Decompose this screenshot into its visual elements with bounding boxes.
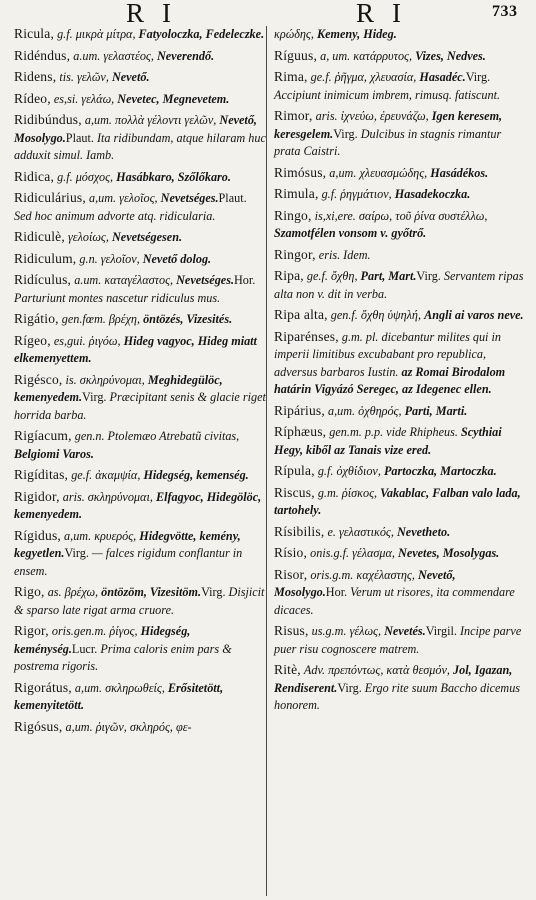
grammar-note: g.f. <box>317 464 337 478</box>
hungarian-gloss: öntözöm, Vizesitöm. <box>101 585 202 599</box>
hungarian-gloss: Elfagyoc, Hidegölöc, kemenyedem. <box>14 489 262 521</box>
running-head-right: RI <box>356 0 419 28</box>
greek-gloss: κατάρρυτος, <box>353 48 416 63</box>
grammar-note: gen.fœm. <box>61 312 109 326</box>
headword: Ridens, <box>14 69 57 84</box>
grammar-note: a,um. <box>89 191 120 205</box>
hungarian-gloss: Parti, Marti. <box>404 403 468 418</box>
grammar-note: a.um. <box>74 273 105 287</box>
greek-gloss: βρέχω, <box>64 585 102 599</box>
source-citation: Plaut. <box>65 130 97 145</box>
dictionary-entry <box>274 185 526 204</box>
latin-quotation: Idem. <box>343 247 371 262</box>
grammar-note: e. <box>327 524 339 539</box>
greek-gloss: γέλασμα, <box>352 546 399 560</box>
headword: Rigátio, <box>14 311 59 326</box>
greek-gloss: καταγέλαστος, <box>104 273 177 287</box>
grammar-note: a,um. <box>65 719 96 734</box>
dictionary-entry <box>274 661 526 715</box>
headword: Rípula, <box>274 463 315 478</box>
greek-gloss: ῥῆγμα, χλευασία, <box>334 70 420 84</box>
greek-gloss: γελῶν, <box>76 70 112 84</box>
hungarian-gloss: Belgiomi Varos. <box>14 446 94 461</box>
hungarian-gloss: Nevető, Mosolygo. <box>14 113 257 145</box>
grammar-note: g.m. pl. dicebantur milites qui in imperii limitibus excubabant pro republica, adversus barbaros Iustin. <box>274 329 501 379</box>
headword: Rígidus, <box>14 527 61 543</box>
dictionary-entry <box>274 622 526 658</box>
hungarian-gloss: Part, Mart. <box>360 269 417 283</box>
source-citation: Virg. <box>64 546 92 560</box>
dictionary-entry <box>274 246 526 265</box>
headword: Riscus, <box>274 484 315 500</box>
hungarian-gloss: Igen keresem, keresgelem. <box>274 109 503 141</box>
hungarian-gloss: Fatyoloczka, Fedeleczke. <box>138 27 265 41</box>
grammar-note: oris.g.m. <box>310 567 357 582</box>
greek-gloss: πρεπόντως, κατὰ θεσμόν, <box>328 663 454 677</box>
grammar-note: ge.f. <box>310 70 335 84</box>
source-citation: Virg. <box>333 126 361 141</box>
greek-gloss: γελάω, <box>81 91 118 106</box>
greek-gloss: μικρὰ μίτρα, <box>75 27 139 41</box>
source-citation: Virg. <box>416 269 444 283</box>
hungarian-gloss: öntözés, Vizesités. <box>143 312 233 326</box>
latin-quotation: — falces rigidum conflantur in ensem. <box>14 546 243 578</box>
greek-gloss: γελοῖον, <box>100 251 143 266</box>
headword: Rísio, <box>274 545 308 560</box>
headword: Ridica, <box>14 168 55 184</box>
hungarian-gloss: Hasadekoczka. <box>394 187 471 201</box>
latin-quotation: Prima caloris enim pars & postrema rigoris. <box>14 641 232 673</box>
dictionary-entry <box>274 566 526 620</box>
grammar-note: gen.n. Ptolemæo Atrebatũ civitas, <box>74 429 240 443</box>
hungarian-gloss: Nevetes, Mosolygas. <box>398 546 500 560</box>
latin-quotation: Disjicit & sparso late rigat arma cruore. <box>14 585 265 617</box>
dictionary-entry <box>14 47 266 66</box>
hungarian-gloss: Jol, Igazan, Rendiserent. <box>274 663 513 695</box>
latin-quotation: Accipiunt inimicum imbrem, rimusq. fatiscunt. <box>274 87 501 102</box>
hungarian-gloss: Scythiai Hegy, kiből az Tanais vize ered. <box>274 425 502 457</box>
dictionary-entry <box>14 718 266 737</box>
greek-gloss: ὄχθη, <box>330 269 361 283</box>
hungarian-gloss: Hasadéc. <box>419 70 466 84</box>
headword: Ridículus, <box>14 272 72 287</box>
grammar-note: g.f. <box>57 169 76 184</box>
greek-gloss: ὀχθίδιον, <box>336 464 384 478</box>
hungarian-gloss: Szamotfélen vonsom v. győtrő. <box>274 226 427 240</box>
headword: Ríphæus, <box>274 424 327 439</box>
source-citation: Virg. <box>201 585 229 599</box>
latin-quotation: Servantem ripas alta non v. dit in verba. <box>274 269 524 301</box>
dictionary-entry <box>14 310 266 329</box>
dictionary-entry <box>274 544 526 563</box>
headword: Rígeo, <box>14 332 51 348</box>
hungarian-gloss: Neverendő. <box>156 48 215 63</box>
source-citation: Virg. <box>82 390 110 404</box>
latin-quotation: Sed hoc animum advorte atq. ridicularia. <box>14 208 216 223</box>
greek-gloss: ἰχνεύω, ἐρευνάζω, <box>340 109 432 123</box>
hungarian-gloss: Meghidegülöc, kemenyedem. <box>14 372 223 404</box>
greek-gloss: ῥίσκος, <box>341 485 381 500</box>
hungarian-gloss: Hideg vagyoc, Hideg miatt elkemenyettem. <box>14 333 257 365</box>
grammar-note: Adv. <box>303 663 329 677</box>
latin-quotation: Ita ridibundam, atque hilaram huc adduxit simul. Iamb. <box>14 130 266 162</box>
grammar-note: a,um. <box>329 165 360 180</box>
dictionary-entry <box>274 423 526 459</box>
source-citation: Virg. <box>465 70 491 84</box>
greek-gloss: γελαστέος, <box>103 48 157 63</box>
running-head-left: RI <box>126 0 189 28</box>
latin-quotation: Præcipitant senis & glacie riget horrida barba. <box>14 390 266 422</box>
dictionary-entry <box>274 484 526 520</box>
grammar-note: is. <box>65 372 80 387</box>
headword: Rimula, <box>274 186 319 201</box>
dictionary-entry <box>14 622 266 676</box>
hungarian-gloss: Partoczka, Martoczka. <box>383 464 497 478</box>
headword: Ringor, <box>274 246 316 262</box>
grammar-note: gen.m. p.p. vide Rhipheus. <box>329 425 461 439</box>
latin-quotation: Incipe parve puer risu cognoscere matrem. <box>274 624 522 656</box>
dictionary-entry <box>14 527 266 581</box>
headword: Rigorátus, <box>14 679 72 695</box>
headword: Rimósus, <box>274 164 327 180</box>
greek-gloss: βρέχη, <box>108 312 144 326</box>
headword: Rigósus, <box>14 718 63 734</box>
hungarian-gloss: Nevető, Mosolygo. <box>274 567 456 599</box>
greek-gloss: ῥηγμάτιον, <box>340 187 395 201</box>
grammar-note: us.g.m. <box>311 624 350 638</box>
grammar-note: tis. <box>59 70 77 84</box>
grammar-note: a,um. <box>84 113 116 127</box>
dictionary-entry <box>274 207 526 243</box>
dictionary-entry <box>274 402 526 421</box>
grammar-note: a,um. <box>74 680 106 695</box>
headword: Ripárius, <box>274 402 325 418</box>
hungarian-gloss: Nevetségesen. <box>111 230 183 244</box>
grammar-note: a, um. <box>320 48 354 63</box>
dictionary-entry <box>14 68 266 87</box>
dictionary-entry <box>14 111 266 165</box>
headword: Ripa, <box>274 268 304 283</box>
page-number: 733 <box>492 3 518 20</box>
dictionary-entry <box>14 90 266 109</box>
grammar-note: ge.f. <box>306 269 331 283</box>
dictionary-entry <box>274 523 526 542</box>
hungarian-gloss: Erősitetött, kemenyitetött. <box>14 680 224 712</box>
dictionary-entry <box>14 427 266 463</box>
hungarian-gloss: Hidegség, keménység. <box>14 624 191 656</box>
dictionary-entry <box>14 466 266 485</box>
greek-gloss: ῥιγῶν, σκληρός, φε- <box>95 719 192 734</box>
greek-gloss: ὄχθη ὑψηλή, <box>360 308 425 322</box>
greek-gloss: γελοῖος, <box>119 191 161 205</box>
dictionary-entry <box>274 107 526 161</box>
headword: Rigo, <box>14 584 45 599</box>
greek-gloss: καχέλαστης, <box>356 567 418 582</box>
headword: Rísibilis, <box>274 523 325 539</box>
grammar-note: is,xi,ere. <box>314 208 359 223</box>
grammar-note: oris.gen.m. <box>51 624 110 638</box>
grammar-note: as. <box>47 585 65 599</box>
greek-gloss: ἀκαμψία, <box>95 468 144 482</box>
latin-quotation: Ergo rite suum Baccho dicemus honorem. <box>274 680 521 712</box>
headword: Riparénses, <box>274 328 339 344</box>
headword: Rigésco, <box>14 371 63 387</box>
latin-quotation: Parturiunt montes nascetur ridiculus mus. <box>14 290 221 305</box>
grammar-note: g.f. <box>57 27 76 41</box>
dictionary-entry <box>274 306 526 325</box>
grammar-note: onis.g.f. <box>310 546 353 560</box>
hungarian-gloss: Angli ai varos neve. <box>424 308 524 322</box>
grammar-note: gen.f. <box>330 308 361 322</box>
greek-gloss: σκληρύνομαι, <box>79 372 148 387</box>
hungarian-gloss: az Romai Birodalom határin Vigyázó Seregec, az Idegenec ellen. <box>274 364 506 396</box>
grammar-note: g.n. <box>79 251 101 266</box>
dictionary-entry <box>14 488 266 524</box>
grammar-note: es,gui. <box>53 333 89 348</box>
dictionary-entry <box>274 25 526 44</box>
hungarian-gloss: Hidegség, kemenség. <box>143 468 249 482</box>
dictionary-entry <box>14 25 266 44</box>
latin-quotation: Dulcibus in stagnis rimantur prata Caistri. <box>274 126 502 158</box>
grammar-note: eris. <box>318 247 344 262</box>
column-divider <box>266 26 267 896</box>
greek-gloss: χλευασμώδης, <box>359 165 431 180</box>
page-header <box>0 0 536 28</box>
dictionary-entry <box>14 168 266 187</box>
headword: Ripa alta, <box>274 307 328 322</box>
dictionary-entry <box>14 332 266 368</box>
hungarian-gloss: Nevető dolog. <box>142 251 212 266</box>
grammar-note: g.m. <box>317 485 342 500</box>
headword: Ringo, <box>274 207 312 223</box>
greek-gloss: ῥιγόω, <box>88 333 124 348</box>
hungarian-gloss: Hasádékos. <box>430 165 489 180</box>
headword: Ridéndus, <box>14 47 71 63</box>
hungarian-gloss: Vizes, Nedves. <box>415 48 486 63</box>
dictionary-entry <box>14 371 266 425</box>
greek-gloss: γελοίως, <box>67 230 112 244</box>
headword: Ritè, <box>274 662 301 677</box>
greek-gloss: πολλὰ γέλοντι γελῶν, <box>115 113 220 127</box>
headword: Ridibúndus, <box>14 112 82 127</box>
grammar-note: a,um. <box>64 528 95 543</box>
grammar-note: aris. <box>62 489 88 504</box>
hungarian-gloss: Vakablac, Falban valo lada, tartohely. <box>274 485 521 517</box>
greek-gloss: γέλως, <box>349 624 385 638</box>
dictionary-entry <box>14 679 266 715</box>
headword: Rigor, <box>14 623 49 638</box>
grammar-note: aris. <box>315 109 341 123</box>
dictionary-entry <box>274 462 526 481</box>
grammar-note: a,um. <box>327 403 359 418</box>
dictionary-entry <box>14 228 266 247</box>
latin-quotation: Verum ut risores, ita commendare dicaces. <box>274 585 515 617</box>
source-citation: Virg. <box>337 680 365 695</box>
grammar-note: g.f. <box>321 187 341 201</box>
headword: Ríguus, <box>274 47 318 63</box>
headword: Ricula, <box>14 26 55 41</box>
headword: Rigíditas, <box>14 467 69 482</box>
hungarian-gloss: Nevetec, Megnevetem. <box>117 91 230 106</box>
headword: Rigíacum, <box>14 428 72 443</box>
grammar-note: ge.f. <box>71 468 96 482</box>
dictionary-entry <box>14 583 266 619</box>
headword: Rimor, <box>274 108 313 123</box>
source-citation: Lucr. <box>71 641 101 656</box>
headword: Ridiculárius, <box>14 190 86 205</box>
source-citation: Hor. <box>325 585 351 599</box>
dictionary-entry <box>274 267 526 303</box>
greek-gloss: κρυερός, <box>94 528 140 543</box>
headword: Risus, <box>274 623 309 638</box>
hungarian-gloss: Hidegvötte, kemény, kegyetlen. <box>14 528 241 560</box>
hungarian-gloss: Hasábkaro, Szőlőkaro. <box>116 169 231 184</box>
hungarian-gloss: Nevetheto. <box>396 524 451 539</box>
grammar-note: a.um. <box>73 48 104 63</box>
dictionary-entry <box>14 250 266 269</box>
greek-gloss: γελαστικός, <box>338 524 397 539</box>
greek-gloss: σκληρύνομαι, <box>87 489 156 504</box>
headword: Rigidor, <box>14 488 60 504</box>
hungarian-gloss: Nevetés. <box>384 624 426 638</box>
source-citation: Plaut. <box>218 191 247 205</box>
greek-gloss: ὀχθηρός, <box>358 403 405 418</box>
left-column <box>14 25 266 739</box>
dictionary-entry <box>274 164 526 183</box>
source-citation: Virgil. <box>425 624 460 638</box>
greek-gloss: ῥίγος, <box>109 624 141 638</box>
dictionary-entry <box>274 328 526 399</box>
hungarian-gloss: Kemeny, Hideg. <box>316 27 397 41</box>
headword: Ridiculè, <box>14 229 65 244</box>
hungarian-gloss: Nevetséges. <box>160 191 219 205</box>
dictionary-entry <box>14 189 266 225</box>
grammar-note: es,si. <box>53 91 82 106</box>
greek-gloss: μόσχος, <box>75 169 117 184</box>
dictionary-entry <box>14 271 266 307</box>
dictionary-entry <box>274 47 526 66</box>
greek-gloss: σκληρωθείς, <box>105 680 168 695</box>
greek-gloss: σαίρω, τοῦ ῥίνα συστέλλω, <box>358 208 488 223</box>
hungarian-gloss: Nevetséges. <box>176 273 234 287</box>
headword: Rima, <box>274 69 308 84</box>
headword: Risor, <box>274 566 308 582</box>
dictionary-entry <box>274 68 526 104</box>
right-column <box>274 25 526 718</box>
hungarian-gloss: Nevető. <box>111 70 150 84</box>
headword: Ridiculum, <box>14 250 77 266</box>
greek-gloss: κρώδης, <box>274 27 317 41</box>
headword: Rídeo, <box>14 90 51 106</box>
source-citation: Hor. <box>234 273 256 287</box>
